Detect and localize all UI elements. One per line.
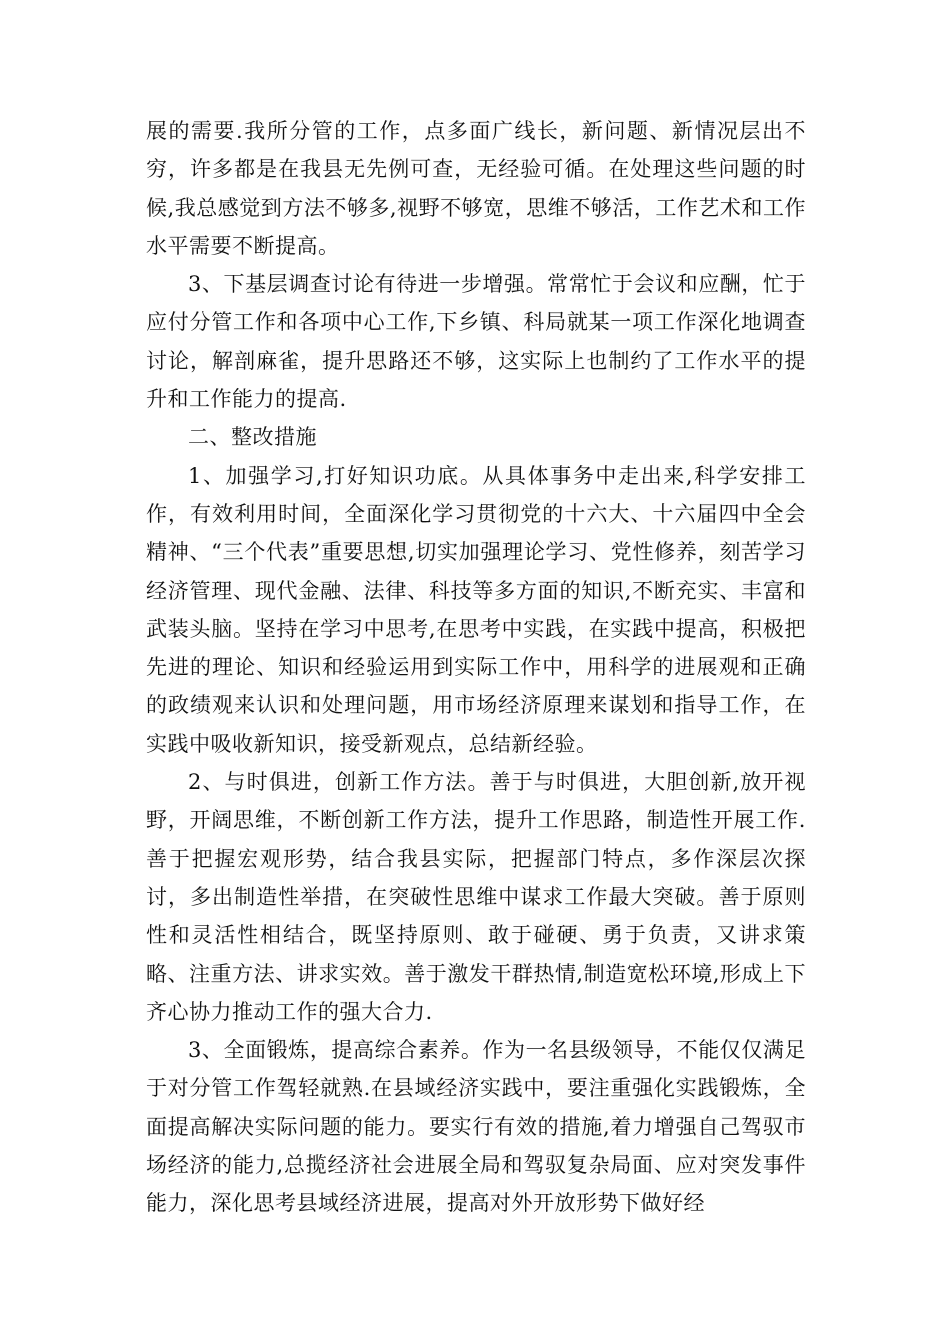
paragraph-measure-3-training: 3、全面锻炼，提高综合素养。作为一名县级领导，不能仅仅满足于对分管工作驾轻就熟.在县域经济实践中，要注重强化实践锻炼，全面提高解决实际问题的能力。要实行有效的措施,着力增强自己驾驭市场经济的能力,总揽经济社会进展全局和驾驭复杂局面、应对突发事件能力，深化思考县域经济进展，提高对外开放形势下做好经 <box>146 1038 806 1216</box>
section-heading-rectification-measures: 二、整改措施 <box>188 425 317 450</box>
document-body <box>146 112 806 1223</box>
paragraph-measure-2-innovation: 2、与时俱进，创新工作方法。善于与时俱进，大胆创新,放开视野，开阔思维，不断创新工作方法，提升工作思路，制造性开展工作.善于把握宏观形势，结合我县实际，把握部门特点，多作深层次探讨，多出制造性举措，在突破性思维中谋求工作最大突破。善于原则性和灵活性相结合，既坚持原则、敢于碰硬、勇于负责，又讲求策略、注重方法、讲求实效。善于激发干群热情,制造宽松环境,形成上下齐心协力推动工作的强大合力. <box>146 770 806 1024</box>
paragraph-item-3-grassroots-research: 3、下基层调查讨论有待进一步增强。常常忙于会议和应酬，忙于应付分管工作和各项中心工作,下乡镇、科局就某一项工作深化地调查讨论，解剖麻雀，提升思路还不够，这实际上也制约了工作水平的提升和工作能力的提高. <box>146 272 806 412</box>
paragraph-measure-1-study: 1、加强学习,打好知识功底。从具体事务中走出来,科学安排工作，有效利用时间，全面深化学习贯彻党的十六大、十六届四中全会精神、“三个代表”重要思想,切实加强理论学习、党性修养，刻苦学习经济管理、现代金融、法律、科技等多方面的知识,不断充实、丰富和武装头脑。坚持在学习中思考,在思考中实践，在实践中提高，积极把先进的理论、知识和经验运用到实际工作中，用科学的进展观和正确的政绩观来认识和处理问题，用市场经济原理来谋划和指导工作，在实践中吸收新知识，接受新观点，总结新经验。 <box>146 463 806 756</box>
paragraph-continuation: 展的需要.我所分管的工作，点多面广线长，新问题、新情况层出不穷，许多都是在我县无先例可查，无经验可循。在处理这些问题的时候,我总感觉到方法不够多,视野不够宽，思维不够活，工作艺术和工作水平需要不断提高。 <box>146 119 806 258</box>
